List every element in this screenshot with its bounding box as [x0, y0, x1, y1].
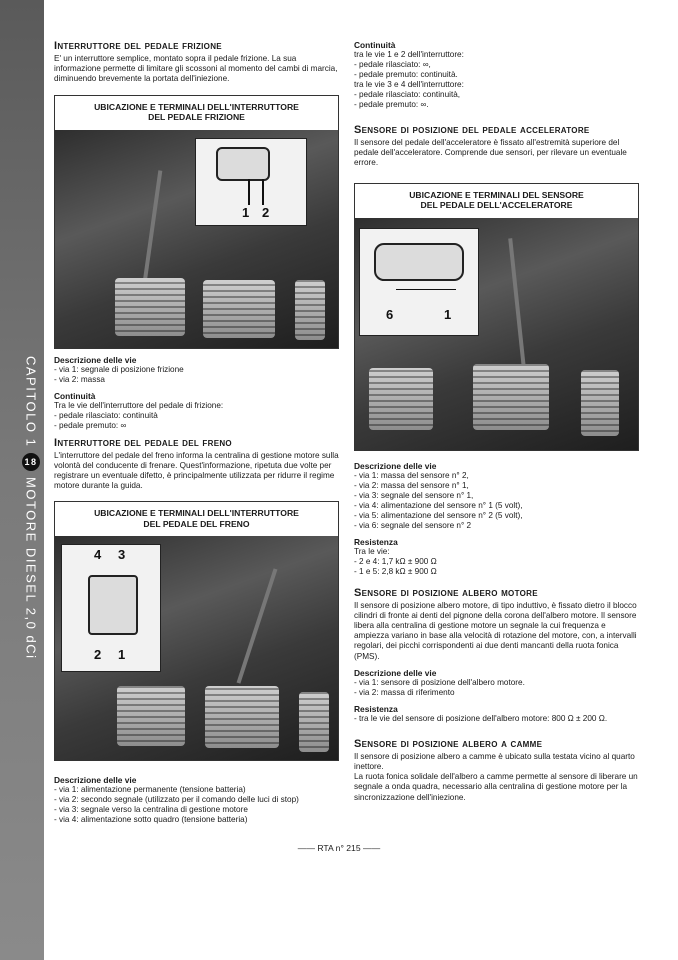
cam-text-2: La ruota fonica solidale dell'albero a camme permette al sensore di liberare un segnale a onda quadra, necessario alla centralina di gestione motore per la sincronizzazione dell'iniezione. [354, 772, 638, 802]
left-column [54, 40, 339, 825]
list-item: - 1 e 5: 2,8 kΩ ± 900 Ω [354, 566, 437, 576]
figure-caption [355, 184, 638, 218]
figure-clutch-switch [54, 95, 339, 349]
figure-brake-switch [54, 501, 339, 761]
connector-inset [195, 138, 307, 226]
chapter-label: CAPITOLO 1 [23, 356, 39, 448]
pin-label: 3 [118, 547, 126, 563]
list-item: - via 5: alimentazione del sensore n° 2 (5 volt), [354, 510, 523, 520]
pin-label: 2 [262, 204, 270, 220]
list-item: - via 2: massa di riferimento [354, 687, 455, 697]
connector-inset [61, 544, 161, 672]
pedal [295, 280, 325, 340]
pin-label: 1 [444, 306, 452, 322]
subject-label: MOTORE DIESEL 2,0 dCi [23, 477, 39, 660]
caption-line: UBICAZIONE E TERMINALI DELL'INTERRUTTORE [94, 101, 299, 112]
pedal [117, 686, 185, 746]
connector-icon [88, 575, 138, 635]
page-footer: —— RTA n° 215 —— [297, 843, 381, 853]
section-title-camshaft: Sensore di posizione albero a camme [354, 737, 543, 750]
list-item: - 2 e 4: 1,7 kΩ ± 900 Ω [354, 556, 437, 566]
pin-label: 2 [94, 647, 102, 663]
connector-inset [359, 228, 479, 336]
clutch-photo [55, 130, 338, 348]
brake-photo [55, 536, 338, 760]
subhead: Descrizione delle vie [54, 775, 137, 786]
list-item: - via 1: sensore di posizione dell'albero motore. [354, 677, 525, 687]
list-item: - pedale premuto: continuità. [354, 70, 458, 79]
pedal [205, 686, 279, 748]
pedal [115, 278, 185, 336]
pedal [581, 370, 619, 436]
section-title-crankshaft: Sensore di posizione albero motore [354, 586, 538, 599]
caption-line: UBICAZIONE E TERMINALI DELL'INTERRUTTORE [94, 508, 299, 519]
list-item: - via 1: alimentazione permanente (tensione batteria) [54, 785, 246, 795]
list-item: - via 2: massa del sensore n° 1, [354, 480, 469, 490]
pedal-arm [508, 238, 526, 368]
chapter-number-badge: 18 [22, 453, 40, 471]
accelerator-photo [355, 218, 638, 450]
caption-line: DEL PEDALE DEL FRENO [143, 518, 250, 529]
pedal [369, 368, 433, 430]
list-item: - via 6: segnale del sensore n° 2 [354, 520, 472, 530]
section-title-brake: Interruttore del pedale del freno [54, 436, 232, 449]
subhead: Descrizione delle vie [354, 460, 437, 471]
pedal [299, 692, 329, 752]
caption-line: DEL PEDALE DELL'ACCELERATORE [420, 200, 573, 211]
pin-label: 1 [242, 204, 250, 220]
list-item: - via 4: alimentazione del sensore n° 1 (5 volt), [354, 500, 523, 510]
list-item: - via 1: segnale di posizione frizione [54, 364, 184, 374]
subhead: Descrizione delle vie [54, 354, 137, 365]
crank-text: Il sensore di posizione albero motore, di tipo induttivo, è fissato dietro il blocco cilindri di fronte ai denti del pignone della corona dell'albero motore. Il sensore libera alla centralina di gestione motore un segnale la cui frequenza e ampiezza variano in base alla velocità di rotazione del motore, con, a intervalli regolari, dei picchi corrispondenti ai due denti mancanti della ruota fonica (PMS). [354, 600, 637, 661]
subhead: Resistenza [354, 703, 398, 714]
chapter-sidebar [0, 0, 44, 960]
cam-text-1: Il sensore di posizione albero a camme è ubicato sulla testata vicino al quarto inettore. [354, 751, 635, 772]
brake-text: L'interruttore del pedale del freno informa la centralina di gestione motore sulla volontà del conducente di frenare. Quest'informazione, ripetuta due volte per registrare un eventuale difetto, è principalmente utilizzata per ridurre il regime motore durante la guida. [54, 450, 339, 491]
list-item: - via 4: alimentazione sotto quadro (tensione batteria) [54, 815, 248, 825]
section-title-clutch: Interruttore del pedale frizione [54, 40, 222, 52]
caption-line: UBICAZIONE E TERMINALI DEL SENSORE [409, 189, 584, 200]
pin-label: 6 [386, 306, 394, 322]
list-item: tra le vie 1 e 2 dell'interruttore: [354, 50, 464, 59]
subhead: Continuità [54, 390, 96, 401]
subhead: Resistenza [354, 536, 398, 547]
list-item: Tra le vie: [354, 546, 390, 556]
list-item: - pedale premuto: ∞. [354, 100, 429, 109]
clutch-text: E' un interruttore semplice, montato sopra il pedale frizione. La sua informazione permette di limitare gli scossoni al momento del cambi di marcia, diminuendo brevemente la portata dell'iniezione. [54, 54, 338, 84]
list-item: - via 3: segnale del sensore n° 1, [354, 490, 474, 500]
pedal-arm [237, 569, 278, 684]
list-item: - tra le vie del sensore di posizione dell'albero motore: 800 Ω ± 200 Ω. [354, 713, 608, 723]
list-item: - via 2: massa [54, 374, 105, 384]
list-item: Tra le vie dell'interruttore del pedale di frizione: [54, 400, 224, 410]
caption-line: DEL PEDALE FRIZIONE [148, 112, 245, 123]
pin-label: 1 [118, 647, 126, 663]
subhead: Descrizione delle vie [354, 667, 437, 678]
list-item: - pedale rilasciato: continuità, [354, 90, 461, 99]
pin-label: 4 [94, 547, 102, 563]
list-item: - via 3: segnale verso la centralina di gestione motore [54, 805, 248, 815]
list-item: - pedale premuto: ∞ [54, 420, 127, 430]
pedal [203, 280, 275, 338]
section-title-accelerator: Sensore di posizione del pedale acceleratore [354, 124, 590, 136]
list-item: - pedale rilasciato: ∞, [354, 60, 431, 69]
list-item: - via 2: secondo segnale (utilizzato per il comando delle luci di stop) [54, 795, 299, 805]
figure-accelerator-sensor [354, 183, 639, 451]
connector-icon [216, 147, 270, 181]
figure-caption [55, 502, 338, 536]
right-column [354, 40, 639, 803]
subhead: Continuità [354, 40, 396, 50]
list-item: tra le vie 3 e 4 dell'interruttore: [354, 80, 464, 89]
pedal-arm [142, 170, 163, 289]
accel-text: Il sensore del pedale dell'acceleratore è fissato all'estremità superiore del pedale dell'acceleratore. Comprende due sensori, per rilevare un eventuale errore. [354, 138, 627, 168]
pedal [473, 364, 549, 430]
figure-caption [55, 96, 338, 130]
list-item: - pedale rilasciato: continuità [54, 410, 158, 420]
sidebar-label [22, 356, 40, 660]
list-item: - via 1: massa del sensore n° 2, [354, 470, 469, 480]
connector-icon [374, 243, 464, 281]
